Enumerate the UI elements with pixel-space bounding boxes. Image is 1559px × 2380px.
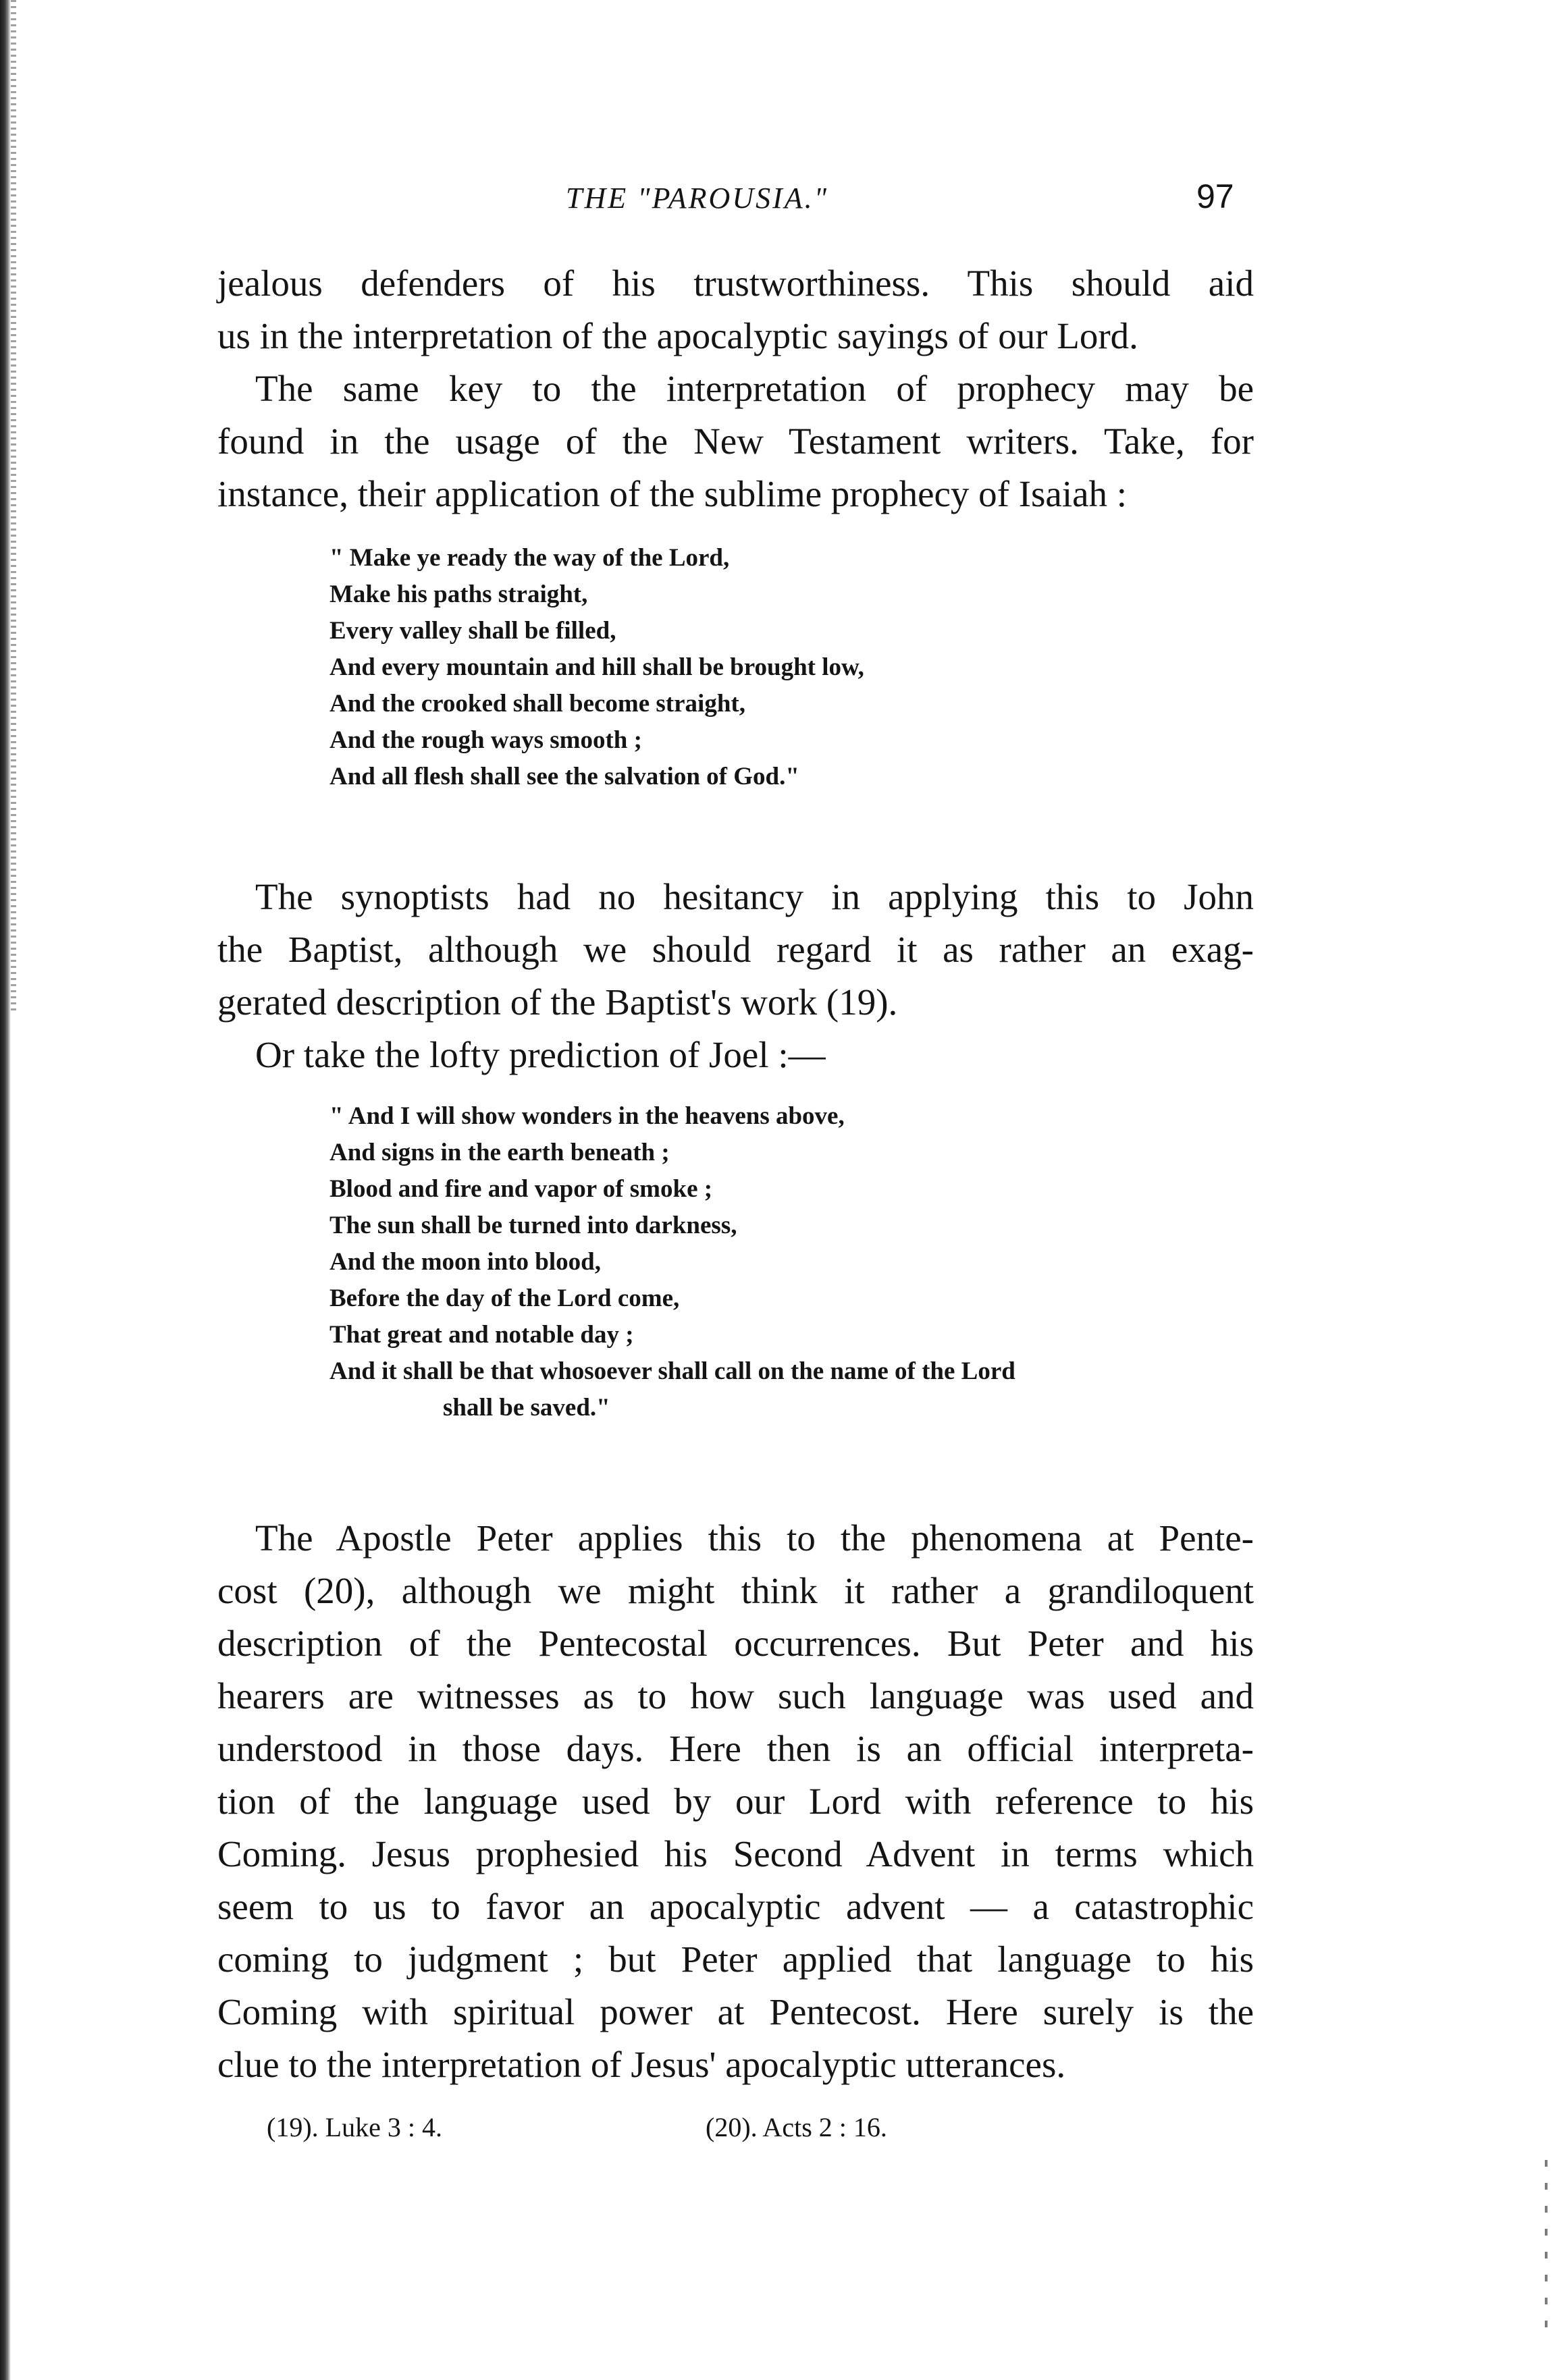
text-line: The Apostle Peter applies this to the phenomena at Pente-: [255, 1517, 1254, 1559]
text-line: understood in those days. Here then is an official interpreta-: [217, 1728, 1254, 1769]
verse-line: " And I will show wonders in the heavens above,: [329, 1102, 845, 1130]
text-line: instance, their application of the sublime prophecy of Isaiah :: [217, 473, 1128, 514]
paragraph-key-to-prophecy: [217, 362, 1254, 520]
text-line: The synoptists had no hesitancy in applying this to John: [255, 876, 1254, 917]
text-line: us in the interpretation of the apocalyptic sayings of our Lord.: [217, 315, 1138, 356]
block-quote-isaiah: [329, 540, 1234, 795]
footnote-19: (19). Luke 3 : 4.: [267, 2112, 442, 2142]
running-head: [0, 178, 1559, 221]
text-line: found in the usage of the New Testament writers. Take, for: [217, 421, 1254, 462]
text-line: coming to judgment ; but Peter applied that language to his: [217, 1939, 1254, 1980]
text-line: The same key to the interpretation of prophecy may be: [255, 368, 1254, 409]
verse-line: " Make ye ready the way of the Lord,: [329, 544, 730, 572]
verse-line: And the crooked shall become straight,: [329, 690, 745, 718]
paragraph-peter: [217, 1512, 1254, 2091]
text-line: tion of the language used by our Lord with reference to his: [217, 1781, 1254, 1822]
scan-specks: [1545, 2160, 1548, 2335]
text-line: seem to us to favor an apocalyptic advent — a catastrophic: [217, 1886, 1254, 1927]
verse-line: Every valley shall be filled,: [329, 617, 616, 645]
paragraph-joel: [217, 1029, 1254, 1081]
paragraph-continuation: [217, 257, 1254, 362]
text-line: Or take the lofty prediction of Joel :—: [255, 1034, 826, 1075]
text-line: description of the Pentecostal occurrences. But Peter and his: [217, 1623, 1254, 1664]
text-line: cost (20), although we might think it rather a grandiloquent: [217, 1570, 1254, 1611]
text-line: Coming with spiritual power at Pentecost. Here surely is the: [217, 1991, 1254, 2032]
verse-line: And the moon into blood,: [329, 1248, 601, 1276]
text-line: jealous defenders of his trustworthiness. This should aid: [217, 263, 1254, 304]
verse-line: Make his paths straight,: [329, 580, 588, 608]
verse-line: And it shall be that whosoever shall call on the name of the Lord: [329, 1357, 1015, 1385]
verse-line: And all flesh shall see the salvation of God.": [329, 763, 799, 790]
text-line: clue to the interpretation of Jesus' apocalyptic utterances.: [217, 2044, 1066, 2085]
verse-line: And every mountain and hill shall be brought low,: [329, 653, 864, 681]
text-line: hearers are witnesses as to how such language was used and: [217, 1675, 1254, 1716]
block-quote-joel: [329, 1098, 1234, 1426]
verse-line: And signs in the earth beneath ;: [329, 1139, 670, 1166]
paragraph-synoptists: [217, 871, 1254, 1029]
verse-line: shall be saved.": [443, 1394, 610, 1422]
page-number: 97: [1196, 178, 1234, 215]
footnote-20: (20). Acts 2 : 16.: [706, 2112, 887, 2142]
running-title: THE "PAROUSIA.": [566, 182, 829, 215]
verse-line: Before the day of the Lord come,: [329, 1284, 680, 1312]
verse-line: And the rough ways smooth ;: [329, 726, 642, 754]
text-line: Coming. Jesus prophesied his Second Advent in terms which: [217, 1833, 1254, 1874]
text-line: the Baptist, although we should regard it as rather an exag-: [217, 929, 1254, 970]
footnotes: [267, 2111, 1212, 2152]
text-line: gerated description of the Baptist's work (19).: [217, 981, 898, 1023]
scanned-binding-edge: [0, 0, 11, 2380]
verse-line: The sun shall be turned into darkness,: [329, 1212, 737, 1239]
verse-line: That great and notable day ;: [329, 1321, 634, 1349]
verse-line: Blood and fire and vapor of smoke ;: [329, 1175, 713, 1203]
